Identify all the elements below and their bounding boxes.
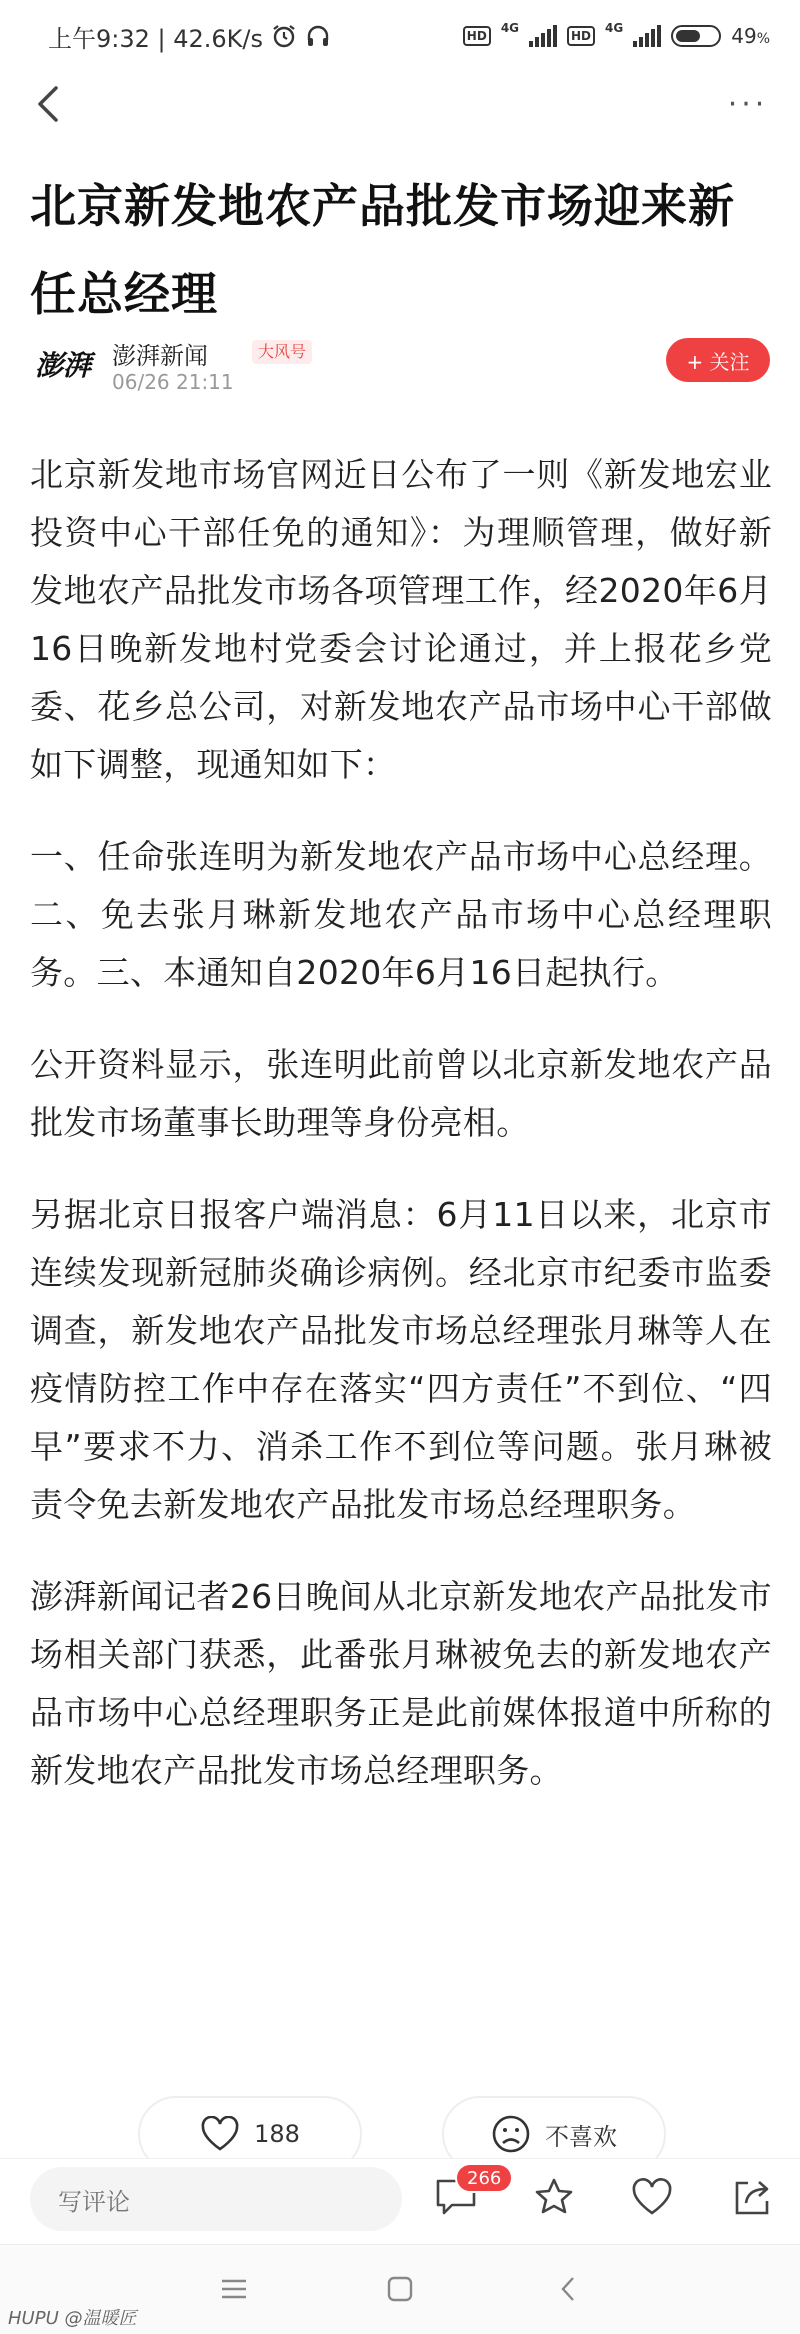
comment-count-badge: 266 (455, 2163, 513, 2193)
share-button[interactable] (728, 2173, 776, 2221)
favorite-button[interactable] (530, 2173, 578, 2221)
heart-icon (631, 2178, 673, 2216)
hd-badge: HD (463, 26, 491, 46)
article-paragraph: 北京新发地市场官网近日公布了一则《新发地宏业投资中心干部任免的通知》：为理顺管理，做好新发地农产品批发市场各项管理工作，经2020年6月16日晚新发地村党委会讨论通过，并上报花乡党委、花乡总公司，对新发地农产品市场中心干部做如下调整，现通知如下： (30, 455, 772, 784)
signal-icon (529, 25, 557, 47)
back-button[interactable] (24, 80, 72, 128)
hd-badge-2: HD (567, 26, 595, 46)
system-home-button[interactable] (376, 2265, 424, 2313)
follow-button[interactable]: + 关注 (666, 338, 770, 382)
article-title: 北京新发地农产品批发市场迎来新任总经理 (30, 179, 735, 321)
system-menu-button[interactable] (210, 2265, 258, 2313)
headphones-icon (305, 23, 331, 49)
publish-time: 06/26 21:11 (112, 370, 234, 394)
share-icon (732, 2177, 772, 2217)
network-type: 4G (500, 21, 520, 35)
like-bar-button[interactable] (628, 2173, 676, 2221)
nav-bar (0, 72, 800, 136)
author-row (30, 334, 770, 404)
article-paragraph: 另据北京日报客户端消息：6月11日以来，北京市连续发现新冠肺炎确诊病例。经北京市纪委市监委调查，新发地农产品批发市场总经理张月琳等人在疫情防控工作中存在落实“四方责任”不到位、“四早”要求不力、消杀工作不到位等问题。张月琳被责令免去新发地农产品批发市场总经理职务。 (30, 1195, 772, 1524)
article-paragraph: 澎湃新闻记者26日晚间从北京新发地农产品批发市场相关部门获悉，此番张月琳被免去的新发地农产品市场中心总经理职务正是此前媒体报道中所称的新发地农产品批发市场总经理职务。 (30, 1577, 772, 1790)
comment-input[interactable]: 写评论 (30, 2167, 402, 2231)
status-bar (0, 0, 800, 72)
network-type-2: 4G (605, 21, 624, 35)
reactions-row (0, 2096, 800, 2166)
article-body (30, 446, 772, 1834)
system-nav-bar (0, 2244, 800, 2334)
system-back-button[interactable] (544, 2265, 592, 2313)
watermark: HUPU @温暖匠 (8, 2308, 137, 2329)
comment-bar (0, 2158, 800, 2244)
like-count: 188 (254, 2120, 300, 2148)
heart-outline-icon (200, 2116, 240, 2152)
more-dots-icon: ··· (727, 86, 769, 122)
status-time-speed: 上午9:32 | 42.6K/s (48, 24, 264, 53)
article-paragraph: 公开资料显示，张连明此前曾以北京新发地农产品批发市场董事长助理等身份亮相。 (30, 1045, 772, 1142)
dislike-label: 不喜欢 (545, 2122, 617, 2151)
more-button[interactable] (720, 80, 776, 128)
battery-icon (671, 25, 721, 47)
star-icon (533, 2176, 575, 2218)
status-right (463, 21, 770, 48)
battery-percent: 49% (731, 24, 770, 48)
author-name[interactable]: 澎湃新闻 (112, 342, 208, 370)
author-tag-badge: 大风号 (252, 340, 312, 364)
alarm-icon (271, 23, 297, 49)
menu-icon (220, 2277, 248, 2301)
author-logo[interactable]: 澎湃 (34, 349, 91, 382)
back-arrow-icon (34, 84, 62, 124)
sad-face-icon (491, 2114, 531, 2154)
status-left (48, 19, 331, 54)
article-paragraph: 一、任命张连明为新发地农产品市场中心总经理。二、免去张月琳新发地农产品市场中心总经理职务。三、本通知自2020年6月16日起执行。 (30, 837, 772, 992)
chevron-left-icon (558, 2275, 578, 2303)
home-square-icon (386, 2275, 414, 2303)
signal-icon-2 (633, 25, 661, 47)
